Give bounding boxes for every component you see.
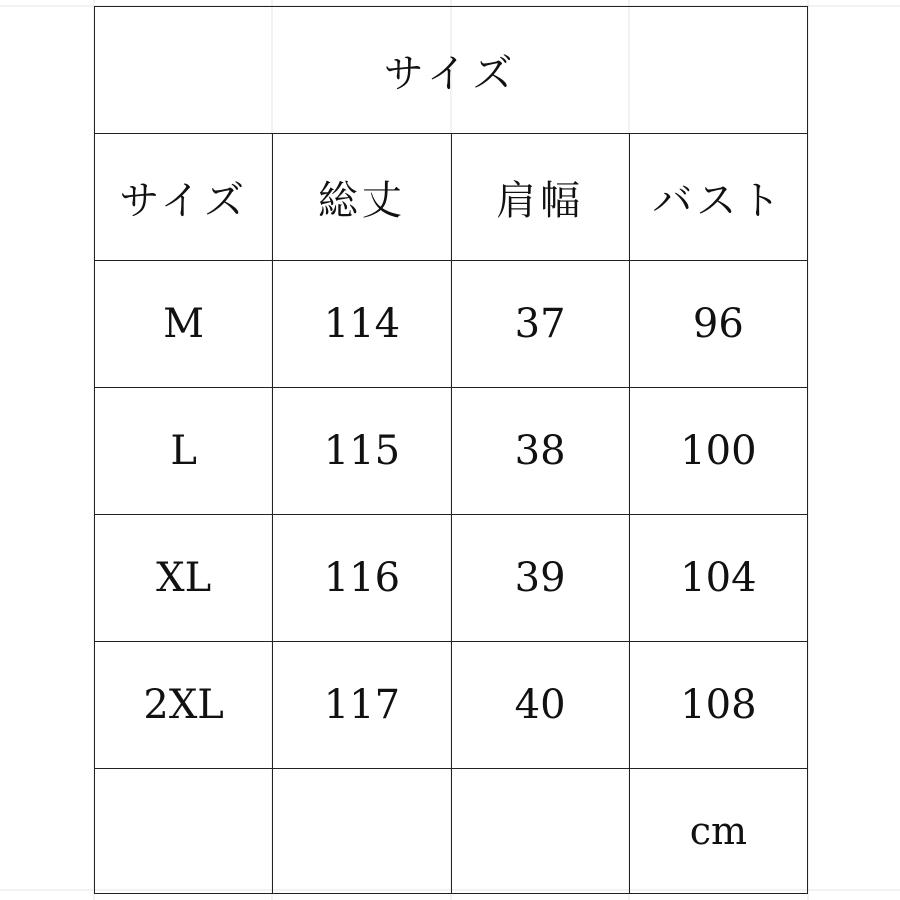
cell-size: XL: [95, 515, 273, 642]
cell-bust: 100: [629, 388, 807, 515]
header-row: [95, 134, 808, 261]
table-row-m: [95, 261, 808, 388]
cell-shoulder-width: 39: [451, 515, 629, 642]
cell-total-length: 116: [273, 515, 451, 642]
cell-bust: 96: [629, 261, 807, 388]
header-size: サイズ: [95, 134, 273, 261]
cell-size: L: [95, 388, 273, 515]
unit-label: cm: [629, 769, 807, 894]
empty-cell: [273, 769, 451, 894]
empty-cell: [95, 769, 273, 894]
title-row: [95, 7, 808, 134]
header-bust: バスト: [629, 134, 807, 261]
table-row-l: [95, 388, 808, 515]
cell-total-length: 114: [273, 261, 451, 388]
unit-row: [95, 769, 808, 894]
size-chart-table: [94, 6, 808, 894]
header-total-length: 総丈: [273, 134, 451, 261]
cell-total-length: 117: [273, 642, 451, 769]
table-row-xl: [95, 515, 808, 642]
cell-shoulder-width: 38: [451, 388, 629, 515]
cell-bust: 104: [629, 515, 807, 642]
cell-size: M: [95, 261, 273, 388]
cell-shoulder-width: 37: [451, 261, 629, 388]
cell-size: 2XL: [95, 642, 273, 769]
cell-bust: 108: [629, 642, 807, 769]
cell-total-length: 115: [273, 388, 451, 515]
table-row-2xl: [95, 642, 808, 769]
header-shoulder-width: 肩幅: [451, 134, 629, 261]
table-title: サイズ: [95, 7, 808, 134]
empty-cell: [451, 769, 629, 894]
cell-shoulder-width: 40: [451, 642, 629, 769]
